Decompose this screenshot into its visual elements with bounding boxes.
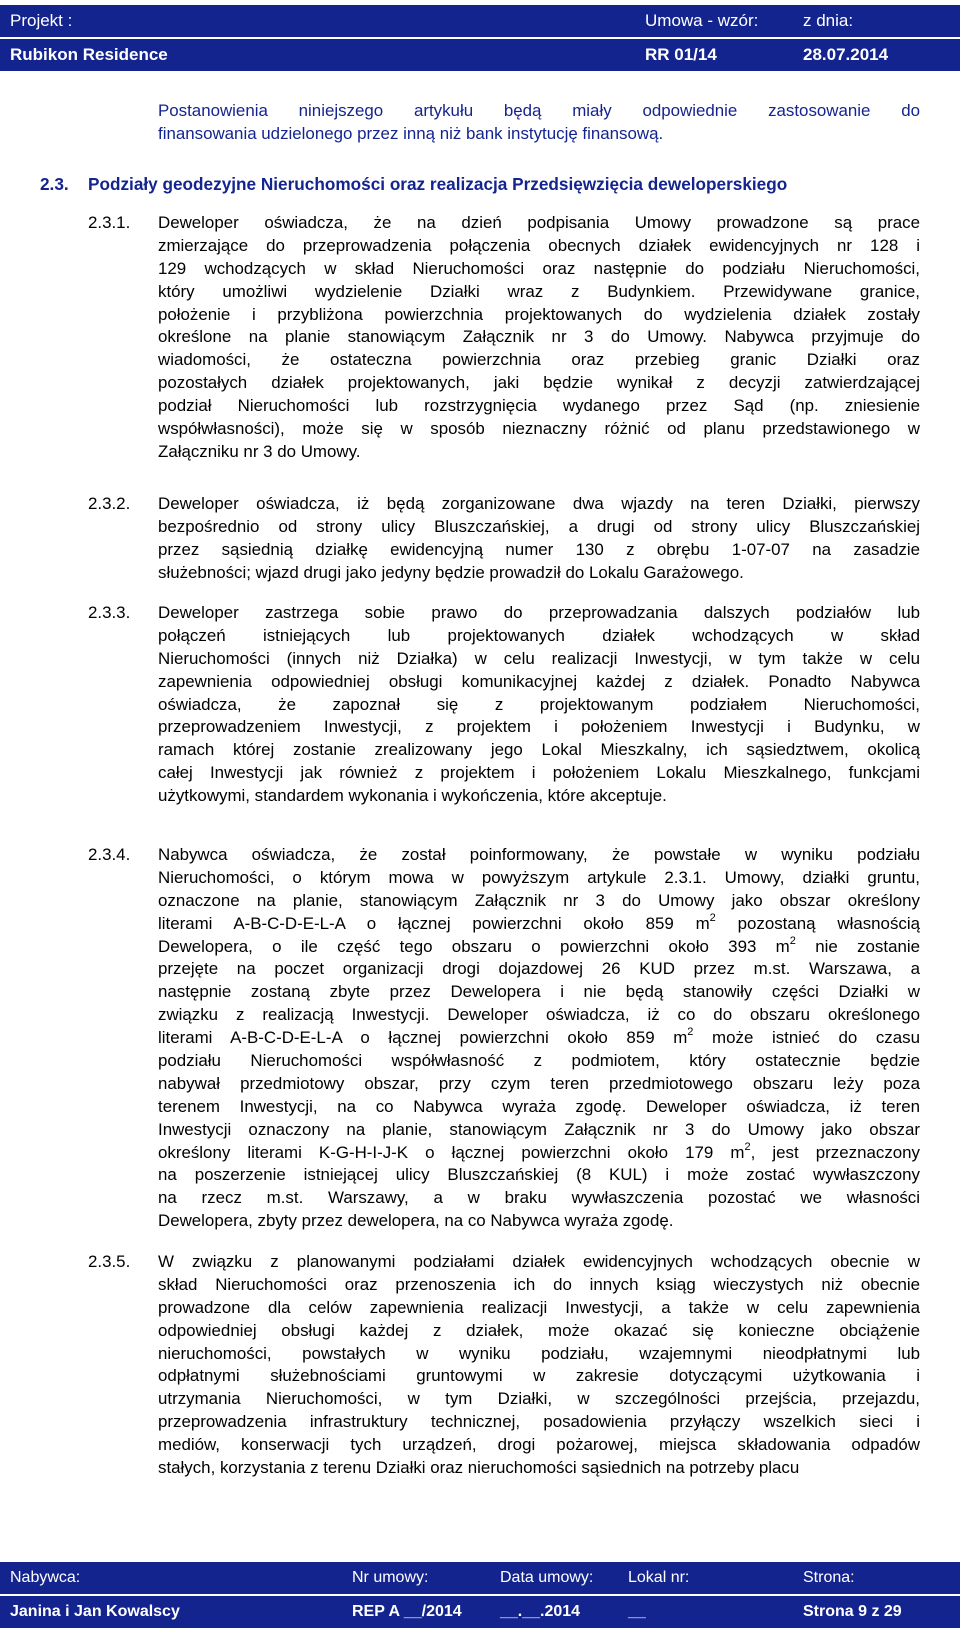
contract-label: Umowa - wzór:: [645, 11, 759, 30]
line-text: może istnieć do czasu: [693, 1028, 920, 1048]
line-text: określony literami K-G-H-I-J-K o łącznej powierzchni około 179 m: [158, 1142, 745, 1162]
item-line: ramach której zostanie zrealizowany jego Lokal Mieszkalny, ich sąsiedztwem, okolicą: [158, 740, 920, 760]
buyer-label: Nabywca:: [10, 1569, 81, 1586]
item-line: Deweloper oświadcza, iż będą zorganizowane dwa wjazdy na teren Działki, pierwszy: [158, 494, 920, 513]
item-line-with-superscript: [158, 936, 920, 959]
item-number: 2.3.3.: [88, 603, 131, 622]
item-line-with-superscript: [158, 1142, 920, 1165]
line-text: literami A-B-C-D-E-L-A o łącznej powierzchni około 859 m: [158, 1028, 688, 1048]
line-text: pozostaną własnością: [715, 913, 920, 933]
item-line-with-superscript: [158, 913, 920, 936]
item-line: użytkowymi, standardem wykonania i wykończenia, które akceptuje.: [158, 786, 667, 806]
item-paragraph: [158, 212, 920, 464]
item-number: 2.3.5.: [88, 1252, 131, 1271]
item-line: zmierzające do przeprowadzenia połączenia obecnych działek ewidencyjnych nr 128 i: [158, 235, 920, 255]
superscript: 2: [687, 1026, 694, 1039]
item-line: Nabywca oświadcza, że został poinformowany, że powstałe w wyniku podziału: [158, 845, 920, 864]
item-line: bezpośrednio od strony ulicy Bluszczańskiej, a drugi od strony ulicy Bluszczańskiej: [158, 516, 920, 536]
item-line: położenie i przybliżona powierzchnia projektowanych do wydzielenia działek zostały: [158, 304, 920, 324]
item-paragraph: [158, 602, 920, 808]
line-text: Dewelopera, o ile część tego obszaru o powierzchni około 393 m: [158, 936, 790, 956]
contract-no-label: Nr umowy:: [352, 1569, 429, 1586]
item-line: W związku z planowanymi podziałami działek ewidencyjnych wchodzących obecnie w: [158, 1252, 920, 1271]
item-paragraph: [158, 844, 920, 1233]
item-line: przeprowadzenia infrastruktury technicznej, posadowienia przyłączy wszelkich sieci i: [158, 1412, 920, 1432]
item-line: określone na planie stanowiącym Załącznik nr 3 do Umowy. Nabywca przyjmuje do: [158, 327, 920, 347]
date-label: z dnia:: [803, 11, 854, 30]
project-name: Rubikon Residence: [10, 45, 168, 64]
item-line: Dewelopera, zbyty przez dewelopera, na co Nabywca wyraża zgodę.: [158, 1211, 674, 1231]
superscript: 2: [709, 911, 716, 924]
buyer-name: Janina i Jan Kowalscy: [10, 1603, 180, 1620]
item-line: na poszerzenie istniejącej ulicy Bluszczańskiej (8 KUL) i może zostać wywłaszczony: [158, 1165, 920, 1185]
contract-date-value: __.__.2014: [500, 1603, 581, 1620]
item-line: utrzymania Nieruchomości, w tym Działki, w szczególności przejścia, przejazdu,: [158, 1389, 920, 1409]
page-label: Strona:: [803, 1569, 855, 1586]
unit-label: Lokal nr:: [628, 1569, 690, 1586]
item-line: przez sąsiednią działkę ewidencyjną numer 130 z obrębu 1-07-07 na zasadzie: [158, 539, 920, 559]
item-line: wiadomości, że ostateczna powierzchnia oraz przebieg granic Działki oraz: [158, 350, 920, 370]
superscript: 2: [744, 1140, 751, 1153]
header-row-labels: [0, 5, 960, 37]
item-line: Inwestycji oznaczony na planie, stanowiącym Załącznik nr 3 do Umowy jako obszar: [158, 1119, 920, 1139]
item-line: przeprowadzeniem Inwestycji, z projektem i położeniem Inwestycji i Budynku, w: [158, 717, 920, 737]
item-line: współwłasności), może się w sposób nieznaczny różnić od planu przedstawionego w: [158, 419, 920, 439]
item-line: odpłatnymi służebnościami gruntowymi w zakresie dotyczącymi użytkowania i: [158, 1366, 920, 1386]
item-line: związku z realizacją Inwestycji. Deweloper oświadcza, iż co do obszaru określonego: [158, 1005, 920, 1025]
item-line: połączeń istniejących lub projektowanych działek wchodzących w skład: [158, 625, 920, 645]
item-line: Deweloper zastrzega sobie prawo do przeprowadzania dalszych podziałów lub: [158, 603, 920, 622]
item-line: następnie zostaną zbyte przez Dewelopera i nie będą stanowiły części Działki w: [158, 982, 920, 1002]
item-line-with-superscript: [158, 1027, 920, 1050]
item-line: podział Nieruchomości lub rozstrzygnięcia wydanego przez Sąd (np. zniesienie: [158, 396, 920, 416]
item-line: 129 wchodzących w skład Nieruchomości oraz następnie do podziału Nieruchomości,: [158, 258, 920, 278]
item-paragraph: [158, 493, 920, 585]
intro-line: Postanowienia niniejszego artykułu będą miały odpowiednie zastosowanie do: [158, 101, 920, 120]
line-text: , jest przeznaczony: [750, 1142, 920, 1162]
item-line: odpowiedniej obsługi każdej z działek, może okazać się konieczne obciążenie: [158, 1320, 920, 1340]
footer-row-labels: [0, 1562, 960, 1594]
item-line: służebności; wjazd drugi jako jedyny będzie prowadził do Lokalu Garażowego.: [158, 562, 744, 582]
item-line: Nieruchomości, o którym mowa w powyższym artykule 2.3.1. Umowy, działki gruntu,: [158, 867, 920, 887]
item-number: 2.3.1.: [88, 213, 131, 232]
line-text: literami A-B-C-D-E-L-A o łącznej powierzchni około 859 m: [158, 913, 710, 933]
item-line: Nieruchomości (innych niż Działka) w celu realizacji Inwestycji, w tym także w celu: [158, 648, 920, 668]
unit-number: __: [628, 1603, 646, 1620]
intro-paragraph: [158, 100, 920, 146]
item-line: zapewnienia odpowiedniej obsługi komunikacyjnej każdej z działek. Ponadto Nabywca: [158, 671, 920, 691]
item-line: na rzecz m.st. Warszawy, a w braku wywłaszczenia pozostać we własności: [158, 1188, 920, 1208]
intro-line: finansowania udzielonego przez inną niż bank instytucję finansową.: [158, 123, 664, 143]
item-number: 2.3.2.: [88, 494, 131, 513]
item-line: nabywał przedmiotowy obszar, przy czym teren przedmiotowego obszaru leży poza: [158, 1073, 920, 1093]
section-title: Podziały geodezyjne Nieruchomości oraz realizacja Przedsięwzięcia deweloperskiego: [88, 174, 788, 194]
item-line: Deweloper oświadcza, że na dzień podpisania Umowy prowadzone są prace: [158, 213, 920, 232]
item-line: prowadzone dla celów zapewnienia realizacji Inwestycji, a także w celu zapewnienia: [158, 1297, 920, 1317]
header-row-values: [0, 39, 960, 71]
item-line: stałych, korzystania z terenu Działki oraz nieruchomości sąsiednich na potrzeby placu: [158, 1458, 800, 1478]
item-line: oświadcza, że zapoznał się z projektowanym podziałem Nieruchomości,: [158, 694, 920, 714]
item-line: Załączniku nr 3 do Umowy.: [158, 441, 361, 461]
item-line: pozostałych działek projektowanych, jaki będzie wynikał z decyzji zatwierdzającej: [158, 373, 920, 393]
contract-no: REP A __/2014: [352, 1603, 462, 1620]
contract-date-label: Data umowy:: [500, 1569, 594, 1586]
superscript: 2: [789, 934, 796, 947]
item-line: przejęte na poczet organizacji drogi dojazdowej 26 KUD przez m.st. Warszawa, a: [158, 959, 920, 979]
item-line: oznaczone na planie, stanowiącym Załącznik nr 3 do Umowy jako obszar określony: [158, 890, 920, 910]
project-label: Projekt :: [10, 11, 73, 30]
item-line: terenem Inwestycji, na co Nabywca wyraża zgodę. Deweloper oświadcza, iż teren: [158, 1096, 920, 1116]
item-line: całej Inwestycji jak również z projektem i położeniem Lokalu Mieszkalnego, funkcjami: [158, 763, 920, 783]
contract-date: 28.07.2014: [803, 45, 889, 64]
line-text: nie zostanie: [795, 936, 920, 956]
item-line: który umożliwi wydzielenie Działki wraz z Budynkiem. Przewidywane granice,: [158, 281, 920, 301]
section-number: 2.3.: [40, 174, 69, 194]
contract-number: RR 01/14: [645, 45, 717, 64]
footer-row-values: [0, 1596, 960, 1628]
item-paragraph: [158, 1251, 920, 1480]
item-number: 2.3.4.: [88, 845, 131, 864]
item-line: podziału Nieruchomości współwłasność z podmiotem, który ostatecznie będzie: [158, 1051, 920, 1071]
item-line: mediów, konserwacji tych urządzeń, drogi pożarowej, miejsca składowania odpadów: [158, 1435, 920, 1455]
item-line: skład Nieruchomości oraz przenoszenia ich do innych ksiąg wieczystych niż obecnie: [158, 1274, 920, 1294]
item-line: nieruchomości, powstałych w wyniku podziału, wzajemnymi nieodpłatnymi lub: [158, 1343, 920, 1363]
page-number: Strona 9 z 29: [803, 1603, 902, 1620]
